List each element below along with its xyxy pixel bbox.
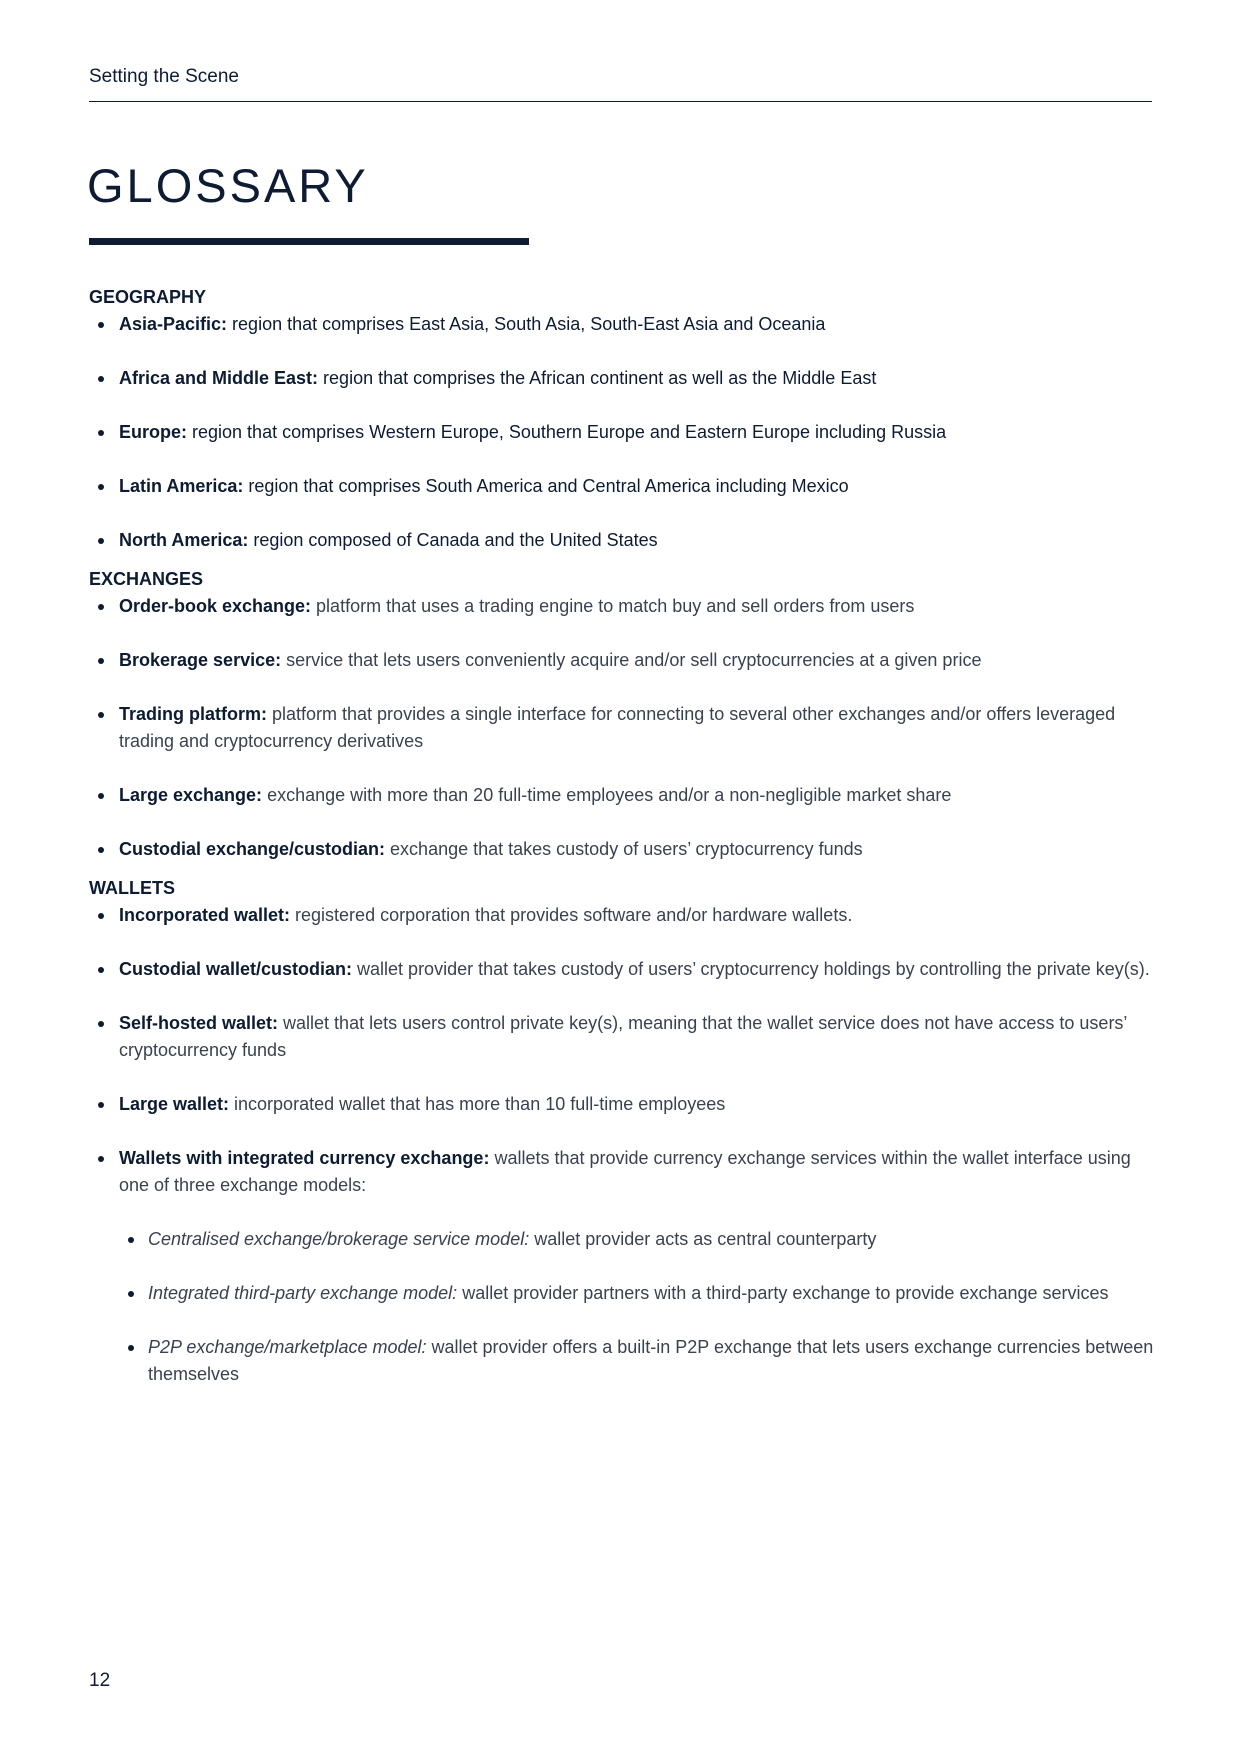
glossary-term: Asia-Pacific: [119, 314, 228, 334]
glossary-subterm: Integrated third-party exchange model: [148, 1283, 458, 1303]
glossary-subterm: P2P exchange/marketplace model: [148, 1337, 427, 1357]
list-item [89, 419, 1154, 446]
glossary-definition: wallet provider that takes custody of users’ cryptocurrency holdings by controlling the private key(s). [352, 959, 1150, 979]
glossary-definition: wallets that provide currency exchange services within the wallet interface using one of three exchange models: [119, 1148, 1131, 1195]
bullet-icon [98, 604, 104, 610]
list-item [89, 365, 1154, 392]
glossary-term: Self-hosted wallet: [119, 1013, 279, 1033]
bullet-icon [98, 847, 104, 853]
glossary-term: Europe: [119, 422, 188, 442]
list-item [89, 1091, 1154, 1118]
glossary-definition: wallet that lets users control private key(s), meaning that the wallet service does not have access to users’ cryptocurrency funds [119, 1013, 1127, 1060]
exchanges-list [89, 593, 1154, 863]
bullet-icon [98, 658, 104, 664]
section-heading-wallets: WALLETS [89, 878, 175, 898]
glossary-term: North America: [119, 530, 249, 550]
bullet-icon [98, 1156, 104, 1162]
list-item [89, 782, 1154, 809]
bullet-icon [128, 1291, 134, 1297]
section-heading-exchanges: EXCHANGES [89, 569, 204, 589]
title-underline-bar [89, 238, 529, 245]
list-item [89, 311, 1154, 338]
glossary-definition: region that comprises Western Europe, Southern Europe and Eastern Europe including Russia [187, 422, 947, 442]
page-number: 12 [89, 1670, 111, 1691]
sub-list-item [119, 1280, 1154, 1307]
bullet-icon [98, 484, 104, 490]
glossary-definition: incorporated wallet that has more than 10 full-time employees [229, 1094, 726, 1114]
glossary-definition: exchange that takes custody of users’ cryptocurrency funds [385, 839, 863, 859]
glossary-definition: service that lets users conveniently acquire and/or sell cryptocurrencies at a given price [281, 650, 982, 670]
glossary-term: Brokerage service: [119, 650, 282, 670]
bullet-icon [98, 913, 104, 919]
glossary-term: Incorporated wallet: [119, 905, 291, 925]
glossary-definition: exchange with more than 20 full-time employees and/or a non-negligible market share [262, 785, 952, 805]
running-header: Setting the Scene [89, 66, 239, 87]
bullet-icon [98, 1102, 104, 1108]
glossary-term: Custodial wallet/custodian: [119, 959, 353, 979]
bullet-icon [98, 322, 104, 328]
bullet-icon [98, 967, 104, 973]
list-item [89, 836, 1154, 863]
geography-list [89, 311, 1154, 554]
glossary-definition: region composed of Canada and the United States [248, 530, 658, 550]
glossary-definition: region that comprises East Asia, South Asia, South-East Asia and Oceania [227, 314, 826, 334]
glossary-term: Africa and Middle East: [119, 368, 319, 388]
bullet-icon [98, 538, 104, 544]
glossary-term: Custodial exchange/custodian: [119, 839, 386, 859]
glossary-definition: wallet provider partners with a third-party exchange to provide exchange services [457, 1283, 1109, 1303]
list-item [89, 647, 1154, 674]
glossary-definition: wallet provider acts as central counterparty [529, 1229, 877, 1249]
list-item [89, 956, 1154, 983]
glossary-term: Large exchange: [119, 785, 263, 805]
glossary-term: Order-book exchange: [119, 596, 312, 616]
glossary-definition: registered corporation that provides software and/or hardware wallets. [290, 905, 853, 925]
glossary-definition: platform that provides a single interface for connecting to several other exchanges and/or offers leveraged trading and cryptocurrency derivatives [119, 704, 1116, 751]
glossary-definition: wallet provider offers a built-in P2P exchange that lets users exchange currencies between themselves [148, 1337, 1154, 1384]
bullet-icon [128, 1237, 134, 1243]
page-title: GLOSSARY [87, 159, 369, 212]
glossary-subterm: Centralised exchange/brokerage service model: [148, 1229, 530, 1249]
glossary-term: Large wallet: [119, 1094, 230, 1114]
glossary-term: Wallets with integrated currency exchange: [119, 1148, 490, 1168]
glossary-definition: region that comprises the African continent as well as the Middle East [318, 368, 877, 388]
list-item [89, 593, 1154, 620]
bullet-icon [98, 430, 104, 436]
header-rule [89, 101, 1152, 102]
list-item [89, 902, 1154, 929]
exchange-models-list [119, 1226, 1154, 1388]
bullet-icon [128, 1345, 134, 1351]
sub-list-item [119, 1334, 1154, 1388]
list-item [89, 1010, 1154, 1064]
list-item [89, 701, 1154, 755]
bullet-icon [98, 376, 104, 382]
glossary-content [89, 284, 1154, 1415]
wallets-list [89, 902, 1154, 1388]
list-item [89, 473, 1154, 500]
glossary-definition: platform that uses a trading engine to match buy and sell orders from users [311, 596, 915, 616]
section-heading-geography: GEOGRAPHY [89, 287, 207, 307]
glossary-term: Trading platform: [119, 704, 267, 724]
list-item [89, 527, 1154, 554]
sub-list-item [119, 1226, 1154, 1253]
bullet-icon [98, 712, 104, 718]
glossary-definition: region that comprises South America and Central America including Mexico [243, 476, 849, 496]
bullet-icon [98, 1021, 104, 1027]
bullet-icon [98, 793, 104, 799]
list-item [89, 1145, 1154, 1388]
glossary-term: Latin America: [119, 476, 244, 496]
